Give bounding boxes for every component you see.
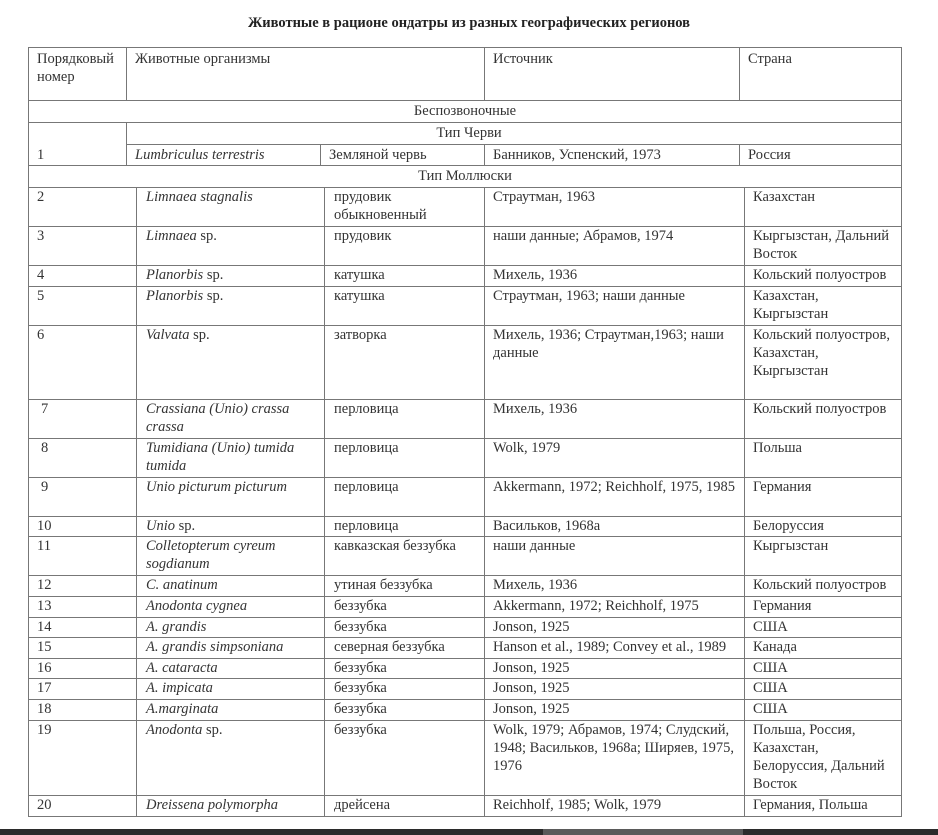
row-country: Германия, Польша [745,795,902,816]
row-source: Hanson et al., 1989; Convey et al., 1989 [485,637,745,658]
species-suffix: sp. [203,287,224,304]
row-species [137,516,325,536]
header-organisms: Животные организмы [127,48,485,101]
species-italic: Limnaea stagnalis [146,188,253,205]
row-number [29,795,137,816]
row-number [29,637,137,658]
row-number-text: 8 [41,439,49,456]
row-country: Польша [745,438,902,477]
row-species [137,699,325,720]
row-country: Германия [745,477,902,516]
row-country: Польша, Россия, Казахстан, Белоруссия, Дальний Восток [745,720,902,795]
row-species [137,286,325,325]
row-common-name: северная беззубка [325,637,485,658]
table-row [29,265,902,286]
header-number: Порядковый номер [29,48,127,101]
row-number-text: 14 [37,618,52,635]
row-number-text: 18 [37,700,52,717]
table-row [29,795,902,816]
row-1-country: Россия [740,145,902,166]
row-1-number: 1 [29,123,127,166]
row-source: Михель, 1936; Страутман,1963; наши данные [485,325,745,399]
row-common-name: беззубка [325,699,485,720]
row-number [29,265,137,286]
row-source: Reichholf, 1985; Wolk, 1979 [485,795,745,816]
row-common-name: перловица [325,516,485,536]
row-country: Казахстан [745,187,902,226]
row-species [137,226,325,265]
row-1-common: Земляной червь [321,145,485,166]
row-source: Страутман, 1963; наши данные [485,286,745,325]
table-row [29,575,902,596]
row-number-text: 4 [37,266,45,283]
species-italic: Colletopterum cyreum sogdianum [146,537,276,572]
scrollbar-thumb[interactable] [543,829,743,835]
row-country: Кыргызстан, Дальний Восток [745,226,902,265]
section-row-invertebrates [29,101,902,123]
species-suffix: sp. [203,266,224,283]
row-number [29,399,137,438]
row-common-name: прудовик [325,226,485,265]
row-common-name: беззубка [325,658,485,678]
row-1-species [127,145,321,166]
row-species [137,265,325,286]
species-italic: Anodonta [146,721,203,738]
table-row [29,438,902,477]
row-number-text: 10 [37,517,52,534]
row-species [137,617,325,637]
table-row [29,720,902,795]
row-species [137,678,325,699]
row-number [29,658,137,678]
species-italic: A.marginata [146,700,219,717]
row-source: Akkermann, 1972; Reichholf, 1975, 1985 [485,477,745,516]
row-number [29,187,137,226]
row-country: США [745,699,902,720]
row-species [137,596,325,617]
row-species [137,399,325,438]
row-number [29,699,137,720]
row-country: США [745,617,902,637]
row-source: Jonson, 1925 [485,617,745,637]
row-species [137,187,325,226]
row-source: Wolk, 1979; Абрамов, 1974; Слудский, 1948; Васильков, 1968а; Ширяев, 1975, 1976 [485,720,745,795]
header-row [29,48,902,101]
row-country: США [745,678,902,699]
species-italic: Tumidiana (Unio) tumida tumida [146,439,295,474]
table-row [29,286,902,325]
row-number-text: 11 [37,537,51,554]
row-common-name: беззубка [325,617,485,637]
species-italic: Unio picturum picturum [146,478,287,495]
row-number [29,536,137,575]
species-italic: Unio [146,517,175,534]
row-common-name: беззубка [325,720,485,795]
row-species [137,637,325,658]
table-row [29,637,902,658]
row-number-text: 7 [41,400,49,417]
row-source: Михель, 1936 [485,265,745,286]
species-name: Lumbriculus terrestris [135,147,265,163]
table-row [29,477,902,516]
table-row [29,596,902,617]
row-number-text: 12 [37,576,52,593]
table-row [29,658,902,678]
row-number [29,575,137,596]
row-country: Кольский полуостров [745,399,902,438]
row-country: Германия [745,596,902,617]
row-common-name: катушка [325,265,485,286]
row-number [29,596,137,617]
row-number-text: 17 [37,679,52,696]
row-country: Кольский полуостров [745,575,902,596]
row-number [29,617,137,637]
row-number [29,438,137,477]
species-suffix: sp. [189,326,210,343]
table-row [29,678,902,699]
row-common-name: утиная беззубка [325,575,485,596]
section-worms: Тип Черви [127,123,902,145]
document-title: Животные в рационе ондатры из разных географических регионов [247,15,691,31]
species-italic: Planorbis [146,287,204,304]
row-number [29,325,137,399]
row-number [29,226,137,265]
table-row [29,145,902,166]
species-italic: Limnaea [146,227,197,244]
row-number-text: 15 [37,638,52,655]
row-number-text: 13 [37,597,52,614]
row-species [137,477,325,516]
species-italic: A. cataracta [146,659,218,676]
section-row-mollusks [29,166,902,188]
table-body-mollusks [28,187,902,817]
table-row [29,617,902,637]
species-italic: C. anatinum [146,576,218,593]
row-number [29,286,137,325]
table-row [29,699,902,720]
species-italic: A. grandis simpsoniana [146,638,284,655]
row-common-name: прудовик обыкновенный [325,187,485,226]
row-source: Akkermann, 1972; Reichholf, 1975 [485,596,745,617]
row-country: Белоруссия [745,516,902,536]
table-row [29,187,902,226]
species-italic: A. grandis [146,618,207,635]
horizontal-scrollbar[interactable] [0,829,938,835]
species-suffix: sp. [202,721,223,738]
row-country: США [745,658,902,678]
row-common-name: катушка [325,286,485,325]
section-row-worms [29,123,902,145]
header-country: Страна [740,48,902,101]
row-number [29,477,137,516]
table-row [29,516,902,536]
header-source: Источник [485,48,740,101]
row-common-name: беззубка [325,678,485,699]
row-country: Казахстан, Кыргызстан [745,286,902,325]
table-row [29,399,902,438]
row-1-source: Банников, Успенский, 1973 [485,145,740,166]
row-common-name: дрейсена [325,795,485,816]
row-number-text: 5 [37,287,45,304]
row-source: Васильков, 1968а [485,516,745,536]
row-species [137,720,325,795]
species-italic: Dreissena polymorpha [146,796,278,813]
row-source: наши данные [485,536,745,575]
row-common-name: перловица [325,438,485,477]
row-species [137,658,325,678]
section-invertebrates: Беспозвоночные [29,101,902,123]
row-number [29,678,137,699]
row-species [137,325,325,399]
table-row [29,536,902,575]
row-common-name: перловица [325,399,485,438]
row-source: Страутман, 1963 [485,187,745,226]
row-source: Jonson, 1925 [485,699,745,720]
row-country: Кыргызстан [745,536,902,575]
species-italic: Anodonta cygnea [146,597,248,614]
row-source: Михель, 1936 [485,575,745,596]
row-common-name: кавказская беззубка [325,536,485,575]
row-number-text: 9 [41,478,49,495]
row-common-name: затворка [325,325,485,399]
row-number-text: 19 [37,721,52,738]
row-number [29,516,137,536]
row-source: Wolk, 1979 [485,438,745,477]
row-source: Jonson, 1925 [485,678,745,699]
row-species [137,438,325,477]
row-number-text: 16 [37,659,52,676]
row-source: наши данные; Абрамов, 1974 [485,226,745,265]
row-species [137,795,325,816]
row-source: Jonson, 1925 [485,658,745,678]
row-number-text: 2 [37,188,45,205]
section-mollusks: Тип Моллюски [29,166,902,188]
row-number-text: 6 [37,326,45,343]
diet-table [28,47,901,817]
table-header-section [28,47,902,188]
row-common-name: беззубка [325,596,485,617]
row-common-name: перловица [325,477,485,516]
row-species [137,536,325,575]
row-country: Канада [745,637,902,658]
species-italic: A. impicata [146,679,213,696]
species-italic: Valvata [146,326,190,343]
row-country: Кольский полуостров, Казахстан, Кыргызстан [745,325,902,399]
species-suffix: sp. [175,517,196,534]
row-number [29,720,137,795]
row-source: Михель, 1936 [485,399,745,438]
row-country: Кольский полуостров [745,265,902,286]
table-row [29,226,902,265]
species-italic: Crassiana (Unio) crassa crassa [146,400,290,435]
row-number-text: 3 [37,227,45,244]
row-species [137,575,325,596]
species-italic: Planorbis [146,266,204,283]
species-suffix: sp. [196,227,217,244]
row-number-text: 20 [37,796,52,813]
table-row [29,325,902,399]
